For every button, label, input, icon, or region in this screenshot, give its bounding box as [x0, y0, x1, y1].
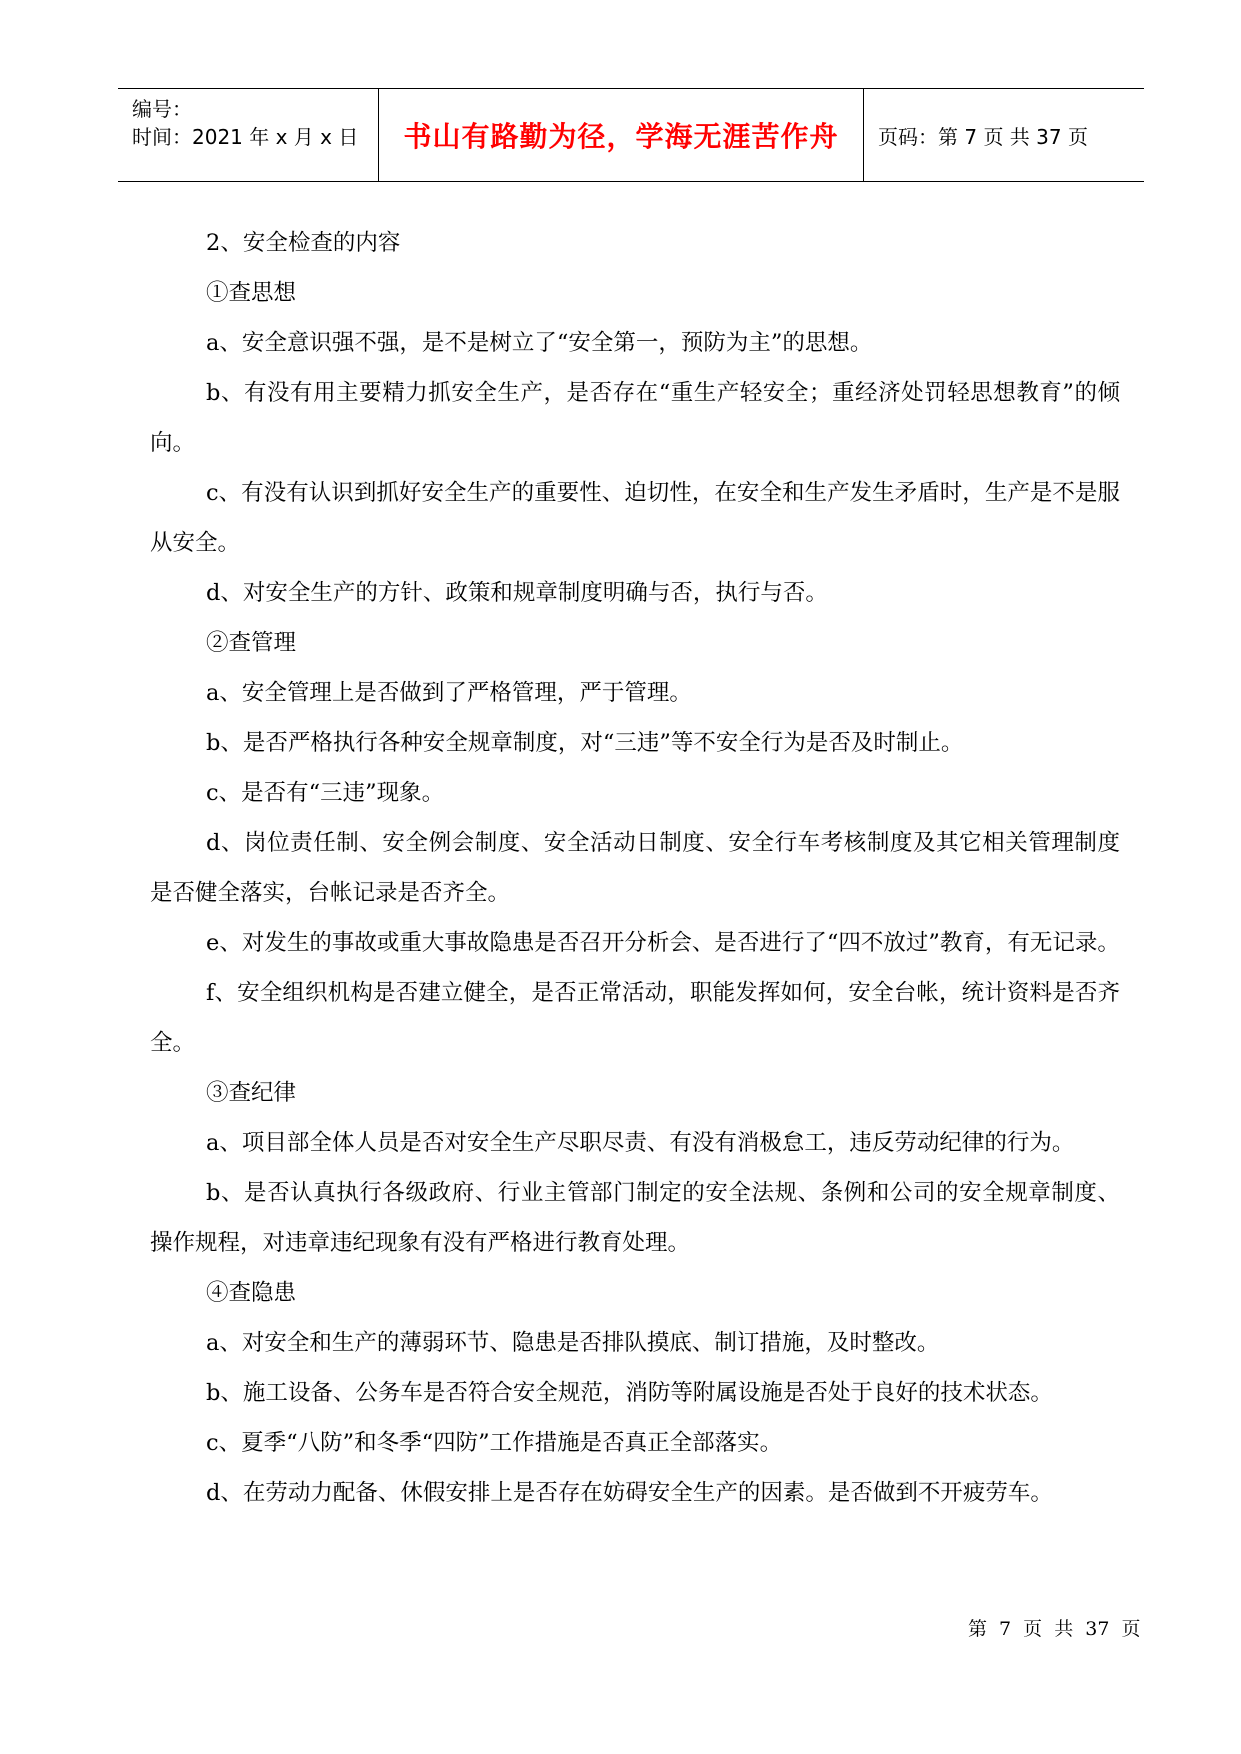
document-body — [150, 218, 1120, 1518]
paragraph: d、岗位责任制、安全例会制度、安全活动日制度、安全行车考核制度及其它相关管理制度是否健全落实，台帐记录是否齐全。 — [150, 830, 1120, 906]
paragraph: a、对安全和生产的薄弱环节、隐患是否排队摸底、制订措施，及时整改。 — [206, 1330, 940, 1356]
paragraph: a、安全意识强不强，是不是树立了“安全第一，预防为主”的思想。 — [206, 330, 873, 356]
page-footer: 第 7 页 共 37 页 — [968, 1618, 1141, 1640]
paragraph: b、是否严格执行各种安全规章制度，对“三违”等不安全行为是否及时制止。 — [206, 730, 964, 756]
subsection-heading: ①查思想 — [206, 280, 297, 306]
document-time-label: 时间：2021 年 x 月 x 日 — [132, 125, 359, 149]
document-number-label: 编号： — [132, 97, 192, 121]
header-meta — [132, 95, 358, 151]
paragraph: a、项目部全体人员是否对安全生产尽职尽责、有没有消极怠工，违反劳动纪律的行为。 — [206, 1130, 1075, 1156]
paragraph: b、施工设备、公务车是否符合安全规范，消防等附属设施是否处于良好的技术状态。 — [206, 1380, 1053, 1406]
paragraph: c、是否有“三违”现象。 — [206, 780, 445, 806]
subsection-heading: ③查纪律 — [206, 1080, 297, 1106]
paragraph: a、安全管理上是否做到了严格管理，严于管理。 — [206, 680, 692, 706]
paragraph: d、在劳动力配备、休假安排上是否存在妨碍安全生产的因素。是否做到不开疲劳车。 — [206, 1480, 1053, 1506]
paragraph: c、夏季“八防”和冬季“四防”工作措施是否真正全部落实。 — [206, 1430, 783, 1456]
paragraph: f、安全组织机构是否建立健全，是否正常活动，职能发挥如何，安全台帐，统计资料是否齐全。 — [150, 980, 1120, 1056]
paragraph: b、有没有用主要精力抓安全生产，是否存在“重生产轻安全；重经济处罚轻思想教育”的倾向。 — [150, 380, 1120, 456]
paragraph: d、对安全生产的方针、政策和规章制度明确与否，执行与否。 — [206, 580, 828, 606]
header-page-info: 页码：第 7 页 共 37 页 — [878, 124, 1088, 149]
paragraph: b、是否认真执行各级政府、行业主管部门制定的安全法规、条例和公司的安全规章制度、操作规程，对违章违纪现象有没有严格进行教育处理。 — [150, 1180, 1120, 1256]
paragraph: e、对发生的事故或重大事故隐患是否召开分析会、是否进行了“四不放过”教育，有无记录。 — [206, 930, 1120, 956]
page-header — [118, 88, 1144, 182]
header-motto: 书山有路勤为径，学海无涯苦作舟 — [403, 120, 839, 153]
subsection-heading: ④查隐患 — [206, 1280, 297, 1306]
paragraph: c、有没有认识到抓好安全生产的重要性、迫切性，在安全和生产发生矛盾时，生产是不是服从安全。 — [150, 480, 1120, 556]
section-heading: 2、安全检查的内容 — [206, 230, 401, 256]
subsection-heading: ②查管理 — [206, 630, 297, 656]
header-divider-right — [863, 89, 864, 181]
